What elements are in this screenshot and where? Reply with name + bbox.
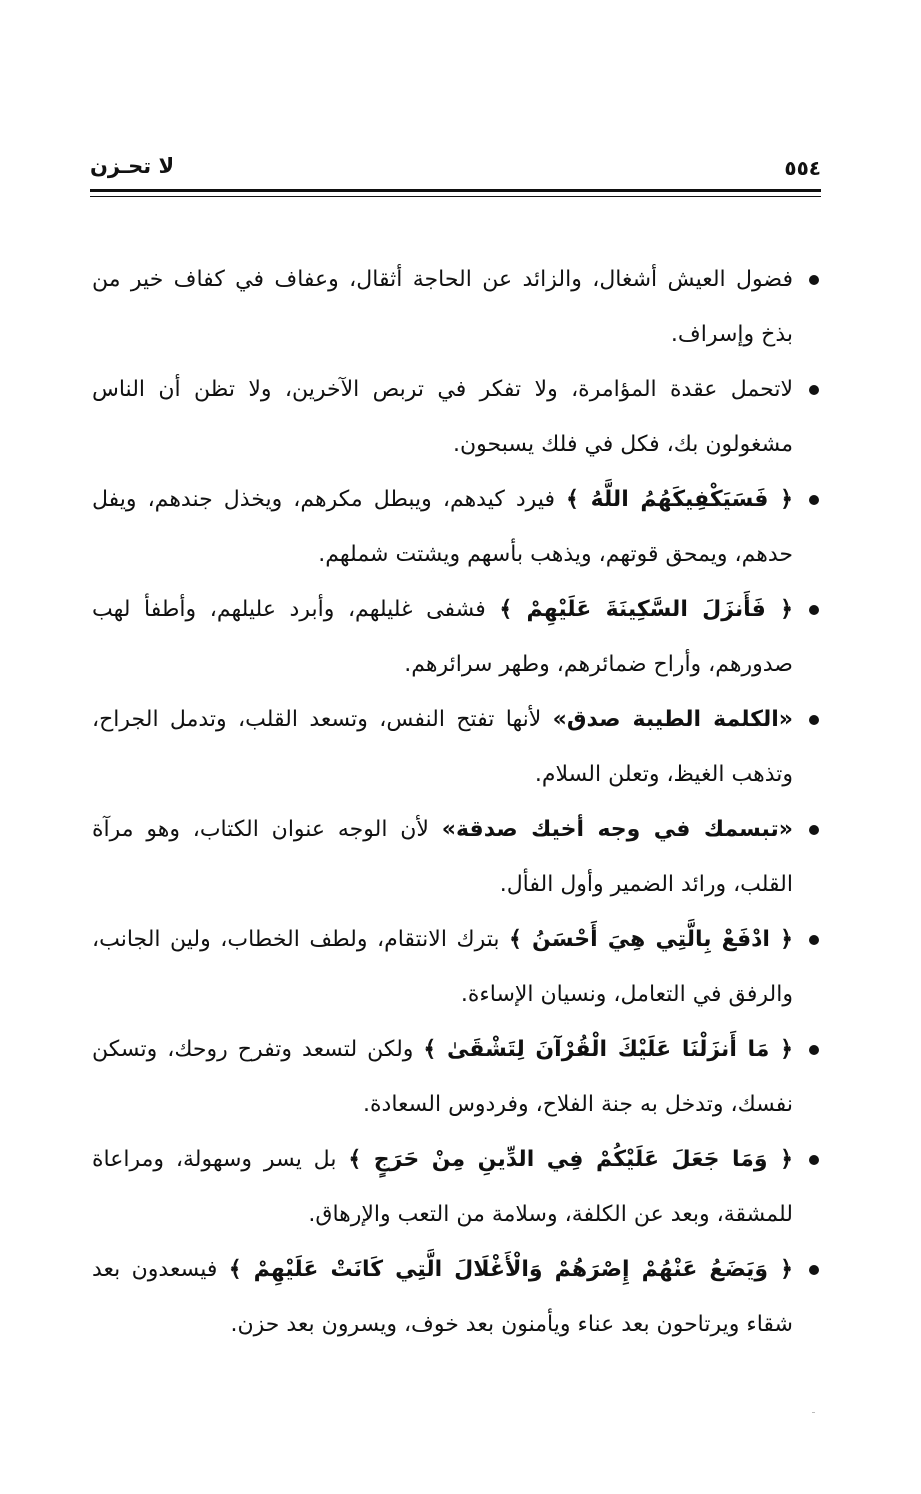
item-lead: ﴿ وَمَا جَعَلَ عَلَيْكُمْ فِي الدِّينِ مِنْ حَرَجٍ ﴾ xyxy=(348,1147,793,1172)
bullet-icon xyxy=(809,935,819,945)
item-lead: ﴿ فَأَنزَلَ السَّكِينَةَ عَلَيْهِمْ ﴾ xyxy=(499,597,793,622)
list-item xyxy=(92,1022,821,1132)
bullet-icon xyxy=(809,715,819,725)
scan-speck xyxy=(812,1412,815,1413)
bullet-icon xyxy=(809,1265,819,1275)
page-header xyxy=(90,150,821,186)
bullet-icon xyxy=(809,385,819,395)
item-text: لاتحمل عقدة المؤامرة، ولا تفكر في تربص الآخرين، ولا تظن أن الناس مشغولون بك، فكل في فلك يسبحون. xyxy=(92,377,793,457)
list-item xyxy=(92,582,821,692)
item-text: ولكن لتسعد وتفرح روحك، وتسكن نفسك، وتدخل به جنة الفلاح، وفردوس السعادة. xyxy=(92,1037,793,1117)
bullet-icon xyxy=(809,605,819,615)
list-item xyxy=(92,912,821,1022)
list-item xyxy=(92,1242,821,1352)
bullet-icon xyxy=(809,1155,819,1165)
item-text: بل يسر وسهولة، ومراعاة للمشقة، وبعد عن الكلفة، وسلامة من التعب والإرهاق. xyxy=(92,1147,793,1227)
bullet-icon xyxy=(809,495,819,505)
item-text: فشفى غليلهم، وأبرد عليلهم، وأطفأ لهب صدورهم، وأراح ضمائرهم، وطهر سرائرهم. xyxy=(92,597,793,677)
item-text: فيسعدون بعد شقاء ويرتاحون بعد عناء ويأمنون بعد خوف، ويسرون بعد حزن. xyxy=(92,1257,793,1337)
item-text: لأن الوجه عنوان الكتاب، وهو مرآة القلب، ورائد الضمير وأول الفأل. xyxy=(92,817,793,897)
bullet-icon xyxy=(809,825,819,835)
item-text: لأنها تفتح النفس، وتسعد القلب، وتدمل الجراح، وتذهب الغيظ، وتعلن السلام. xyxy=(92,707,793,787)
book-title: لا تحـزن xyxy=(90,154,175,178)
item-lead: ﴿ فَسَيَكْفِيكَهُمُ اللَّهُ ﴾ xyxy=(566,487,793,512)
page-body xyxy=(92,252,821,1352)
item-lead: ﴿ مَا أَنزَلْنَا عَلَيْكَ الْقُرْآنَ لِتَشْقَىٰ ﴾ xyxy=(423,1037,793,1062)
item-lead: ﴿ وَيَضَعُ عَنْهُمْ إِصْرَهُمْ وَالْأَغْلَالَ الَّتِي كَانَتْ عَلَيْهِمْ ﴾ xyxy=(228,1257,793,1282)
list-item xyxy=(92,1132,821,1242)
bullet-icon xyxy=(809,275,819,285)
page-number: ٥٥٤ xyxy=(784,156,821,180)
header-rule-thin xyxy=(90,196,821,197)
list-item xyxy=(92,802,821,912)
list-item xyxy=(92,362,821,472)
list-item xyxy=(92,252,821,362)
item-text: فضول العيش أشغال، والزائد عن الحاجة أثقال، وعفاف في كفاف خير من بذخ وإسراف. xyxy=(92,267,793,347)
bullet-icon xyxy=(809,1045,819,1055)
item-text: بترك الانتقام، ولطف الخطاب، ولين الجانب، والرفق في التعامل، ونسيان الإساءة. xyxy=(92,927,793,1007)
item-text: فيرد كيدهم، ويبطل مكرهم، ويخذل جندهم، ويفل حدهم، ويمحق قوتهم، ويذهب بأسهم ويشتت شملهم. xyxy=(92,487,793,567)
list-item xyxy=(92,692,821,802)
item-lead: ﴿ ادْفَعْ بِالَّتِي هِيَ أَحْسَنُ ﴾ xyxy=(509,927,793,952)
header-rule-thick xyxy=(90,189,821,192)
item-lead: «تبسمك في وجه أخيك صدقة» xyxy=(441,817,793,842)
item-lead: «الكلمة الطيبة صدق» xyxy=(552,707,793,732)
list-item xyxy=(92,472,821,582)
